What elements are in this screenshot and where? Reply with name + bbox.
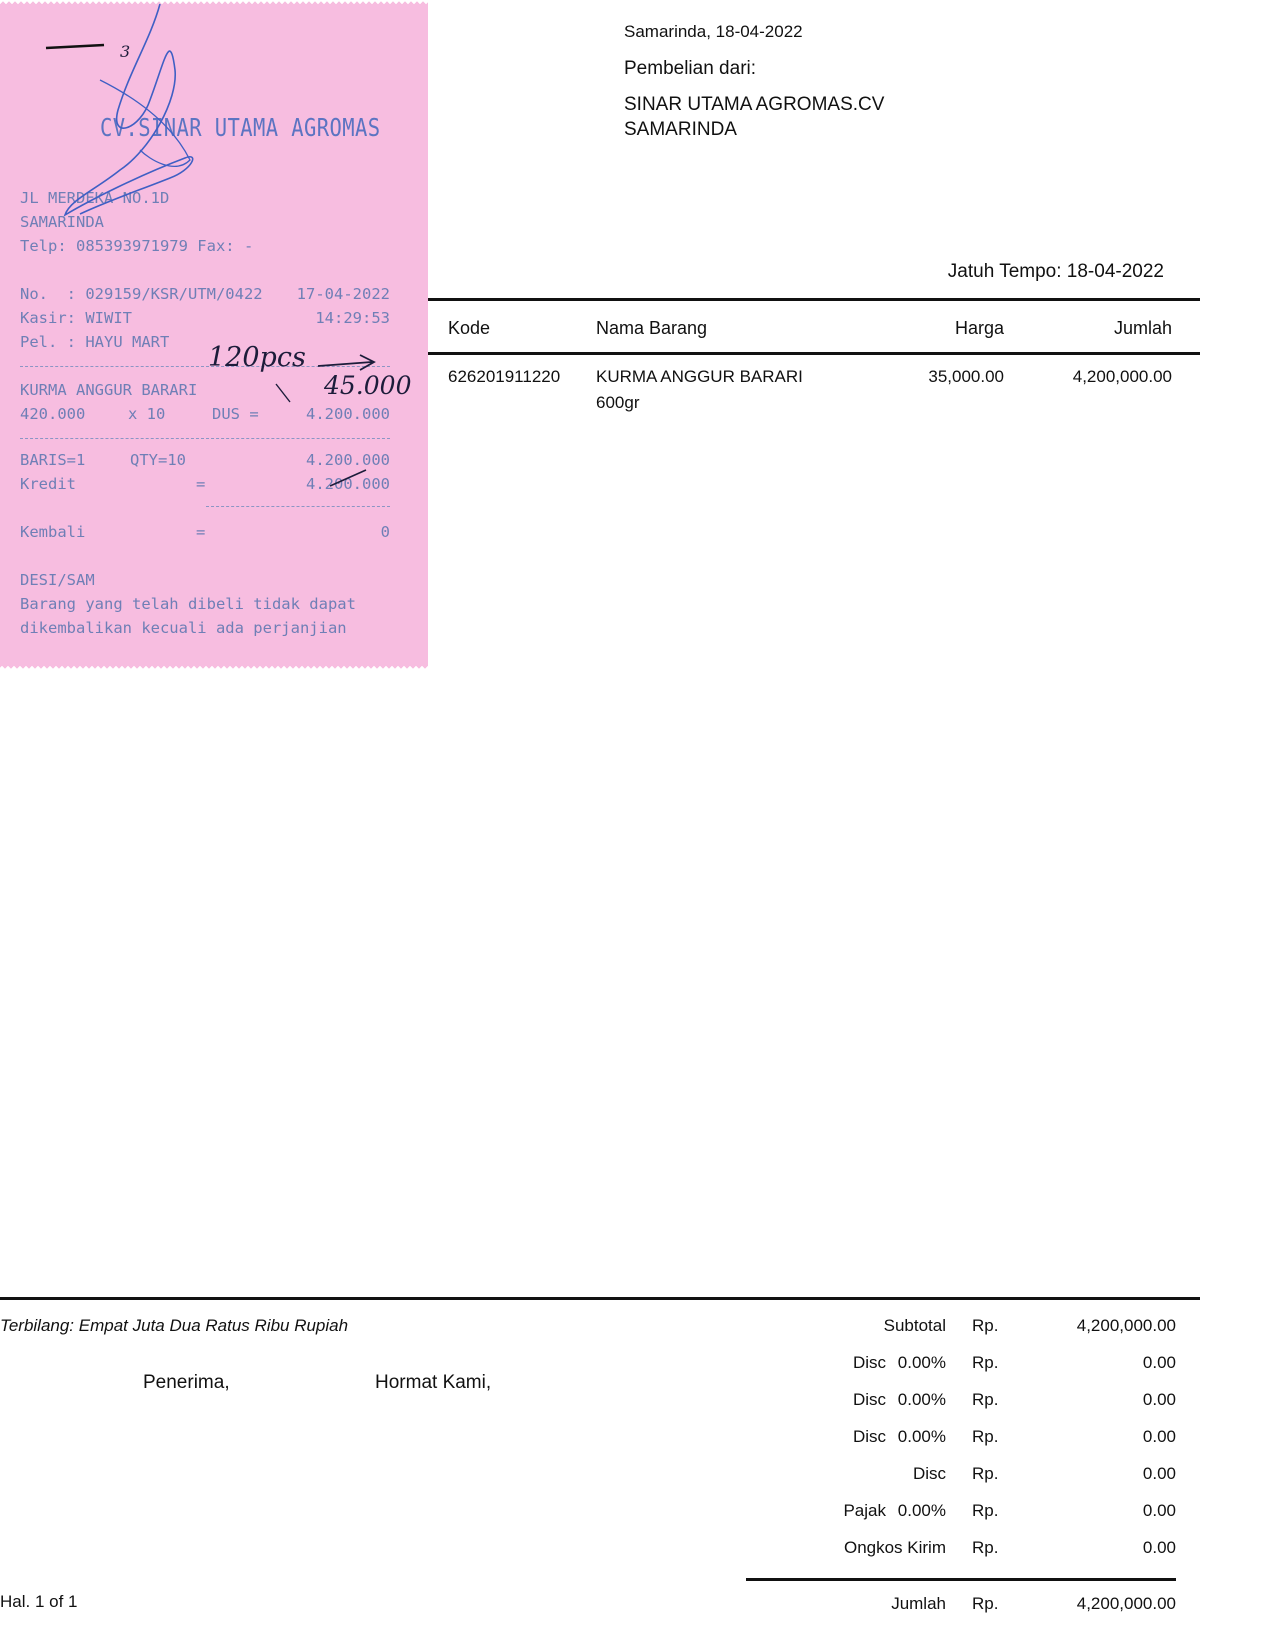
currency-label: Rp. — [972, 1594, 999, 1613]
summary-pct: 0.00% — [897, 1427, 946, 1446]
summary-disc-2 — [760, 1390, 1190, 1416]
table-top-rule — [428, 298, 1200, 301]
summary-subtotal — [760, 1316, 1190, 1342]
item-code: 626201911220 — [448, 367, 561, 386]
receipt-staff: DESI/SAM — [20, 571, 95, 589]
item-price: 35,000.00 — [928, 367, 1004, 386]
receipt-note-line1: Barang yang telah dibeli tidak dapat — [20, 595, 356, 613]
signature-scribble — [0, 0, 428, 670]
summary-shipping — [760, 1538, 1190, 1564]
receiver-label: Penerima, — [143, 1372, 230, 1393]
summary-label: Subtotal — [883, 1316, 946, 1335]
currency-label: Rp. — [972, 1501, 999, 1520]
summary-pct: 0.00% — [897, 1501, 946, 1520]
receipt-qty-label: QTY=10 — [130, 451, 186, 469]
page-label: Hal. 1 of 1 — [0, 1592, 78, 1611]
summary-value: 0.00 — [1142, 1464, 1176, 1483]
column-header-name: Nama Barang — [596, 318, 708, 338]
receipt-address: JL MERDEKA NO.1D — [20, 189, 170, 207]
receipt-date: 17-04-2022 — [296, 285, 390, 303]
currency-label: Rp. — [972, 1390, 999, 1409]
supplier-name: SINAR UTAMA AGROMAS.CV — [624, 94, 885, 115]
summary-label: Ongkos Kirim — [843, 1538, 946, 1557]
handwritten-pcs: 120pcs — [208, 342, 306, 373]
summary-disc-4 — [760, 1464, 1190, 1490]
currency-label: Rp. — [972, 1316, 999, 1335]
receipt-note-line2: dikembalikan kecuali ada perjanjian — [20, 619, 347, 637]
summary-value: 0.00 — [1142, 1390, 1176, 1409]
receipt-item-qty: x 10 — [128, 405, 166, 423]
receipt-customer: Pel. : HAYU MART — [20, 333, 170, 351]
summary-label: Disc — [852, 1427, 886, 1446]
receipt-item-price: 420.000 — [20, 405, 86, 423]
total-label: Jumlah — [891, 1594, 946, 1613]
summary-tax — [760, 1501, 1190, 1527]
summary-disc-1 — [760, 1353, 1190, 1379]
receipt-credit-eq: = — [196, 475, 206, 493]
summary-label: Disc — [852, 1353, 886, 1372]
summary-value: 0.00 — [1142, 1501, 1176, 1520]
item-name: KURMA ANGGUR BARARI — [596, 367, 803, 386]
amount-in-words: Terbilang: Empat Juta Dua Ratus Ribu Rupiah — [0, 1316, 349, 1335]
footer-rule — [0, 1297, 1200, 1300]
summary-label: Disc — [912, 1464, 946, 1483]
summary-value: 4,200,000.00 — [1076, 1316, 1176, 1335]
column-header-price: Harga — [954, 318, 1004, 338]
receipt-change-eq: = — [196, 523, 206, 541]
summary-value: 0.00 — [1142, 1353, 1176, 1372]
handwritten-mark: 3 — [120, 42, 131, 61]
due-date: Jatuh Tempo: 18-04-2022 — [947, 261, 1164, 282]
place-date: Samarinda, 18-04-2022 — [624, 22, 803, 41]
currency-label: Rp. — [972, 1427, 999, 1446]
receipt-credit-value: 4.200.000 — [306, 475, 390, 493]
regards-label: Hormat Kami, — [375, 1372, 492, 1393]
currency-label: Rp. — [972, 1538, 999, 1557]
currency-label: Rp. — [972, 1353, 999, 1372]
purchase-from-label: Pembelian dari: — [624, 58, 757, 79]
receipt-change-label: Kembali — [20, 523, 86, 541]
receipt-item-total: 4.200.000 — [306, 405, 390, 423]
store-receipt — [0, 0, 428, 670]
total-rule — [746, 1578, 1176, 1581]
supplier-city: SAMARINDA — [624, 119, 737, 140]
summary-pct: 0.00% — [897, 1353, 946, 1372]
currency-label: Rp. — [972, 1464, 999, 1483]
receipt-rows-total: 4.200.000 — [306, 451, 390, 469]
summary-total — [760, 1594, 1190, 1620]
receipt-credit-label: Kredit — [20, 475, 76, 493]
table-header-rule — [428, 352, 1200, 355]
summary-value: 0.00 — [1142, 1538, 1176, 1557]
receipt-time: 14:29:53 — [315, 309, 390, 327]
column-header-code: Kode — [448, 318, 491, 338]
summary-disc-3 — [760, 1427, 1190, 1453]
handwritten-price: 45.000 — [324, 371, 412, 400]
receipt-number: No. : 029159/KSR/UTM/0422 — [20, 285, 263, 303]
summary-label: Disc — [852, 1390, 886, 1409]
summary-label: Pajak — [843, 1501, 886, 1520]
receipt-item-unit: DUS = — [212, 405, 259, 423]
receipt-city: SAMARINDA — [20, 213, 104, 231]
item-name-size: 600gr — [596, 393, 640, 412]
summary-pct: 0.00% — [897, 1390, 946, 1409]
item-amount: 4,200,000.00 — [1072, 367, 1172, 386]
receipt-rows-label: BARIS=1 — [20, 451, 86, 469]
total-value: 4,200,000.00 — [1076, 1594, 1176, 1613]
receipt-phone: Telp: 085393971979 Fax: - — [20, 237, 254, 255]
column-header-amount: Jumlah — [1113, 318, 1172, 338]
receipt-item-name: KURMA ANGGUR BARARI — [20, 381, 198, 399]
receipt-change-value: 0 — [380, 523, 390, 541]
receipt-cashier: Kasir: WIWIT — [20, 309, 132, 327]
receipt-store-name: CV.SINAR UTAMA AGROMAS — [100, 113, 381, 142]
summary-value: 0.00 — [1142, 1427, 1176, 1446]
